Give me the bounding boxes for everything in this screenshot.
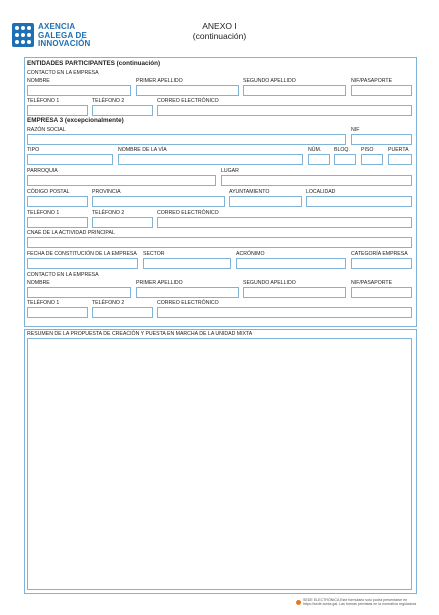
contact2-segundo-apellido-label: SEGUNDO APELLIDO	[243, 280, 296, 286]
empresa-telefono1-label: TELÉFONO 1	[27, 210, 60, 216]
contact2-nif-label: NIF/PASAPORTE	[351, 280, 393, 286]
lugar-field[interactable]	[221, 175, 412, 186]
anexo-subtitle: (continuación)	[192, 31, 247, 41]
categoria-label: CATEGORÍA EMPRESA	[351, 251, 408, 257]
participants-section-title: ENTIDADES PARTICIPANTES (continuación)	[27, 60, 161, 67]
contact2-nif-field[interactable]	[351, 287, 412, 298]
correo-field[interactable]	[157, 105, 412, 116]
nif-label: NIF/PASAPORTE	[351, 78, 393, 84]
nombre-field[interactable]	[27, 85, 131, 96]
nombre-label: NOMBRE	[27, 78, 50, 84]
localidad-field[interactable]	[306, 196, 412, 207]
nif-field[interactable]	[351, 85, 412, 96]
ayuntamiento-label: AYUNTAMIENTO	[229, 189, 270, 195]
ayuntamiento-field[interactable]	[229, 196, 302, 207]
razon-social-field[interactable]	[27, 134, 346, 145]
segundo-apellido-label: SEGUNDO APELLIDO	[243, 78, 296, 84]
acronimo-label: ACRÓNIMO	[236, 251, 265, 257]
logo-line: AXENCIA	[38, 22, 76, 31]
contact2-segundo-apellido-field[interactable]	[243, 287, 346, 298]
empresa-correo-field[interactable]	[157, 217, 412, 228]
logo-line: INNOVACIÓN	[38, 39, 91, 48]
contact2-nombre-field[interactable]	[27, 287, 131, 298]
acronimo-field[interactable]	[236, 258, 346, 269]
codigo-postal-field[interactable]	[27, 196, 88, 207]
lugar-label: LUGAR	[221, 168, 239, 174]
num-field[interactable]	[308, 154, 330, 165]
anexo-title: ANEXO I	[202, 21, 237, 31]
telefono1-field[interactable]	[27, 105, 88, 116]
contact2-correo-field[interactable]	[157, 307, 412, 318]
provincia-label: PROVINCIA	[92, 189, 121, 195]
puerta-field[interactable]	[388, 154, 412, 165]
contact2-telefono1-label: TELÉFONO 1	[27, 300, 60, 306]
contact2-nombre-label: NOMBRE	[27, 280, 50, 286]
telefono2-field[interactable]	[92, 105, 153, 116]
anexo-heading	[0, 21, 439, 41]
codigo-postal-label: CÓDIGO POSTAL	[27, 189, 70, 195]
tipo-field[interactable]	[27, 154, 113, 165]
empresa-telefono2-label: TELÉFONO 2	[92, 210, 125, 216]
summary-title: RESUMEN DE LA PROPUESTA DE CREACIÓN Y PUESTA EN MARCHA DE LA UNIDAD MIXTA	[27, 331, 253, 337]
nombre-via-field[interactable]	[118, 154, 303, 165]
primer-apellido-field[interactable]	[136, 85, 239, 96]
footer-notice: SEDE ELECTRÓNICA Este formulario solo podrá presentarse en https://sede.xunta.gal. Las formas previstas en la normativa reguladora	[303, 598, 417, 607]
telefono1-label: TELÉFONO 1	[27, 98, 60, 104]
primer-apellido-label: PRIMER APELLIDO	[136, 78, 183, 84]
empresa-nif-field[interactable]	[351, 134, 412, 145]
parroquia-field[interactable]	[27, 175, 216, 186]
empresa-telefono1-field[interactable]	[27, 217, 88, 228]
tipo-label: TIPO	[27, 147, 40, 153]
empresa3-title: EMPRESA 3 (excepcionalmente)	[27, 117, 124, 124]
sede-electronica-icon	[296, 600, 301, 605]
contact2-correo-label: CORREO ELECTRÓNICO	[157, 300, 219, 306]
nombre-via-label: NOMBRE DE LA VÍA	[118, 147, 167, 153]
contact2-primer-apellido-label: PRIMER APELLIDO	[136, 280, 183, 286]
cnae-field[interactable]	[27, 237, 412, 248]
piso-field[interactable]	[361, 154, 383, 165]
parroquia-label: PARROQUIA	[27, 168, 58, 174]
puerta-label: PUERTA	[388, 147, 409, 153]
contact2-primer-apellido-field[interactable]	[136, 287, 239, 298]
num-label: NÚM.	[308, 147, 322, 153]
bloq-label: BLOQ.	[334, 147, 350, 153]
provincia-field[interactable]	[92, 196, 225, 207]
telefono2-label: TELÉFONO 2	[92, 98, 125, 104]
empresa-nif-label: NIF	[351, 127, 360, 133]
logo-line: GALEGA DE	[38, 30, 88, 40]
fecha-field[interactable]	[27, 258, 138, 269]
fecha-label: FECHA DE CONSTITUCIÓN DE LA EMPRESA	[27, 251, 137, 257]
localidad-label: LOCALIDAD	[306, 189, 336, 195]
sector-label: SECTOR	[143, 251, 165, 257]
empresa-telefono2-field[interactable]	[92, 217, 153, 228]
contact-title: CONTACTO EN LA EMPRESA	[27, 70, 99, 76]
piso-label: PISO	[361, 147, 374, 153]
sector-field[interactable]	[143, 258, 231, 269]
razon-social-label: RAZÓN SOCIAL	[27, 127, 66, 133]
contact2-telefono1-field[interactable]	[27, 307, 88, 318]
segundo-apellido-field[interactable]	[243, 85, 346, 96]
bloq-field[interactable]	[334, 154, 356, 165]
cnae-label: CNAE DE LA ACTIVIDAD PRINCIPAL	[27, 230, 115, 236]
empresa-correo-label: CORREO ELECTRÓNICO	[157, 210, 219, 216]
contact2-telefono2-label: TELÉFONO 2	[92, 300, 125, 306]
categoria-field[interactable]	[351, 258, 412, 269]
contact2-title: CONTACTO EN LA EMPRESA	[27, 272, 99, 278]
contact2-telefono2-field[interactable]	[92, 307, 153, 318]
correo-label: CORREO ELECTRÓNICO	[157, 98, 219, 104]
summary-textarea[interactable]	[27, 338, 412, 590]
